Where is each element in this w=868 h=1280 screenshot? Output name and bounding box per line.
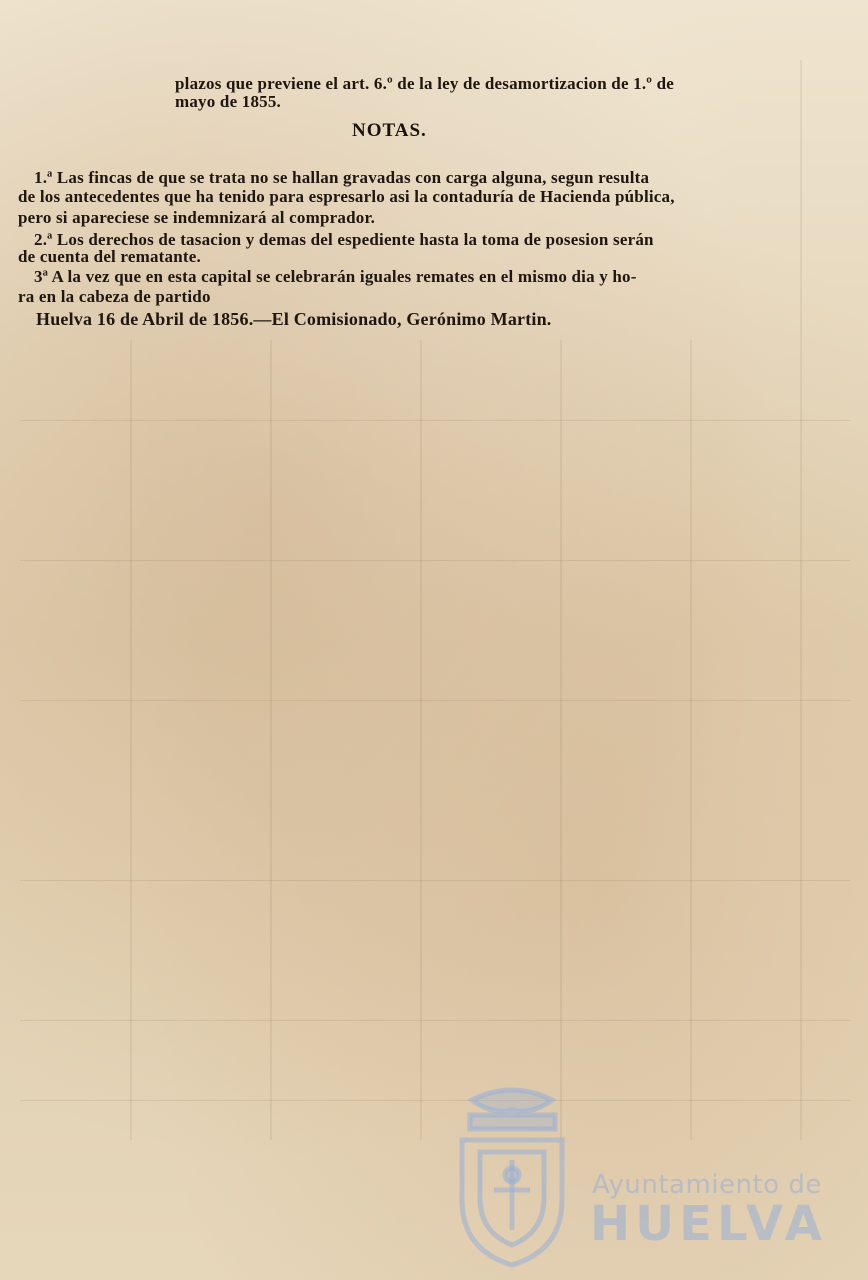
- intro-line-2: mayo de 1855.: [175, 92, 282, 111]
- watermark-line-2: HUELVA: [590, 1196, 827, 1252]
- note-line-2: de los antecedentes que ha tenido para espresarlo asi la contaduría de Hacienda pública,: [18, 187, 675, 206]
- notes-heading: NOTAS.: [352, 120, 427, 141]
- signature-line: Huelva 16 de Abril de 1856.—El Comisionado, Gerónimo Martin.: [36, 309, 552, 329]
- note-line-5: de cuenta del rematante.: [18, 247, 201, 266]
- note-line-7: ra en la cabeza de partido: [18, 287, 211, 306]
- note-line-1: 1.ª Las fincas de que se trata no se hallan gravadas con carga alguna, segun resulta: [34, 168, 650, 187]
- note-line-3: pero si apareciese se indemnizará al comprador.: [18, 208, 376, 227]
- note-line-4: 2.ª Los derechos de tasacion y demas del espediente hasta la toma de posesion serán: [34, 230, 654, 249]
- watermark-line-1: Ayuntamiento de: [592, 1170, 822, 1200]
- intro-line-1: plazos que previene el art. 6.º de la ley de desamortizacion de 1.º de: [175, 74, 674, 93]
- note-line-6: 3ª A la vez que en esta capital se celebrarán iguales remates en el mismo dia y ho-: [34, 267, 637, 286]
